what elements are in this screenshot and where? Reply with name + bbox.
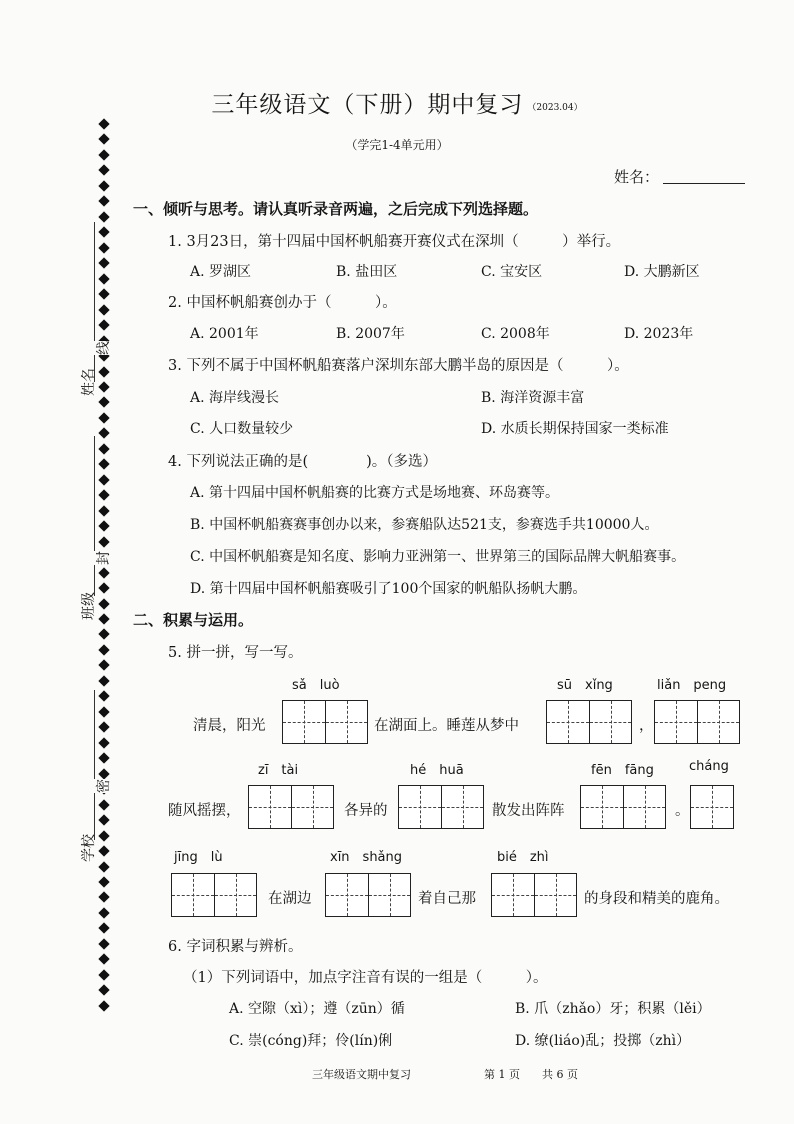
q5-text-9: 着自己那 — [418, 891, 476, 907]
binding-diamond — [98, 582, 109, 593]
q3-option-b[interactable]: B. 海洋资源丰富 — [481, 390, 585, 406]
writing-grid-xinshang[interactable] — [325, 873, 411, 917]
writing-grid-fenfang[interactable] — [580, 785, 666, 829]
title-date: （2023.04） — [527, 102, 583, 113]
binding-diamond — [98, 118, 109, 129]
binding-diamond — [98, 923, 109, 934]
margin-school-label: 学校 — [81, 834, 97, 862]
q4-stem: 4. 下列说法正确的是( )。（多选） — [168, 454, 438, 470]
q3-stem: 3. 下列不属于中国杯帆船赛落户深圳东部大鹏半岛的原因是（ ）。 — [168, 358, 629, 374]
q1-option-d[interactable]: D. 大鹏新区 — [624, 264, 700, 280]
section1-heading: 一、倾听与思考。请认真听录音两遍，之后完成下列选择题。 — [133, 200, 539, 218]
margin-class-label: 班级 — [81, 592, 97, 620]
q5-text-3: ， — [639, 718, 654, 734]
name-underline — [94, 222, 95, 382]
binding-diamond — [98, 258, 109, 269]
q5-text-2: 在湖面上。睡莲从梦中 — [374, 718, 519, 734]
q6-option-c[interactable]: C. 崇(cóng)拜；伶(lín)俐 — [229, 1033, 393, 1049]
q6-option-a[interactable]: A. 空隙（xì）；遵（zūn）循 — [229, 1001, 405, 1017]
margin-line-char: 线 — [93, 341, 113, 355]
binding-diamond — [98, 629, 109, 640]
binding-diamond — [98, 907, 109, 918]
q4-option-c[interactable]: C. 中国杯帆船赛是知名度、影响力亚洲第一、世界第三的国际品牌大帆船赛事。 — [190, 549, 686, 565]
binding-diamond — [98, 505, 109, 516]
binding-diamond — [98, 768, 109, 779]
pinyin-salo: sǎ luò — [292, 678, 340, 693]
q5-text-8: 在湖边 — [268, 891, 312, 907]
q2-option-c[interactable]: C. 2008年 — [481, 326, 550, 342]
q2-option-d[interactable]: D. 2023年 — [624, 326, 694, 342]
binding-diamond — [98, 211, 109, 222]
writing-grid-lianpeng[interactable] — [654, 700, 740, 744]
footer-title: 三年级语文期中复习 — [312, 1068, 411, 1081]
margin-name-label: 姓名 — [81, 368, 97, 396]
q5-text-7: 。 — [675, 803, 690, 819]
writing-grid-zitai[interactable] — [248, 785, 334, 829]
binding-diamond — [98, 304, 109, 315]
q4-option-a[interactable]: A. 第十四届中国杯帆船赛的比赛方式是场地赛、环岛赛等。 — [190, 485, 560, 501]
binding-diamond — [98, 490, 109, 501]
name-label: 姓名： — [614, 168, 660, 186]
writing-grid-biezhi[interactable] — [491, 873, 577, 917]
binding-diamond — [98, 536, 109, 547]
binding-diamond — [98, 381, 109, 392]
student-name-field[interactable] — [614, 166, 745, 187]
binding-diamond — [98, 412, 109, 423]
pinyin-biezhi: bié zhì — [497, 850, 549, 865]
binding-diamond — [98, 288, 109, 299]
writing-grid-chang[interactable] — [690, 785, 734, 829]
page-title — [0, 86, 794, 119]
pinyin-zitai: zī tài — [258, 763, 299, 778]
footer-page-number: 第 1 页 共 6 页 — [484, 1068, 578, 1081]
binding-diamond — [98, 567, 109, 578]
binding-diamond — [98, 196, 109, 207]
q5-text-10: 的身段和精美的鹿角。 — [584, 891, 729, 907]
binding-diamond — [98, 753, 109, 764]
binding-diamond — [98, 227, 109, 238]
q6-option-b[interactable]: B. 爪（zhǎo）牙；积累（lěi） — [515, 1001, 711, 1017]
writing-grid-salo[interactable] — [282, 700, 368, 744]
q2-option-a[interactable]: A. 2001年 — [190, 326, 259, 342]
q6-option-d[interactable]: D. 缭(liáo)乱；投掷（zhì） — [515, 1033, 691, 1049]
q2-stem: 2. 中国杯帆船赛创办于（ ）。 — [168, 295, 397, 311]
writing-grid-suxing[interactable] — [546, 700, 632, 744]
binding-diamond — [98, 985, 109, 996]
q3-option-c[interactable]: C. 人口数量较少 — [190, 421, 294, 437]
q5-text-6: 散发出阵阵 — [492, 803, 565, 819]
binding-diamond — [98, 814, 109, 825]
binding-diamond — [98, 598, 109, 609]
q3-option-d[interactable]: D. 水质长期保持国家一类标准 — [481, 421, 669, 437]
q5-text-5: 各异的 — [344, 803, 388, 819]
q5-stem: 5. 拼一拼，写一写。 — [168, 645, 303, 661]
pinyin-suxing: sū xǐng — [557, 678, 613, 693]
binding-diamond — [98, 180, 109, 191]
q1-option-b[interactable]: B. 盐田区 — [336, 264, 398, 280]
binding-diamond — [98, 443, 109, 454]
q2-option-b[interactable]: B. 2007年 — [336, 326, 405, 342]
binding-diamond-border — [95, 120, 113, 1010]
page-subtitle: （学完1-4单元用） — [345, 138, 449, 152]
binding-diamond — [98, 845, 109, 856]
pinyin-lianpeng: liǎn peng — [657, 678, 727, 693]
q6-sub1: （1）下列词语中，加点字注音有误的一组是（ ）。 — [183, 970, 548, 986]
title-text: 三年级语文（下册）期中复习 — [211, 92, 524, 118]
binding-diamond — [98, 660, 109, 671]
binding-diamond — [98, 861, 109, 872]
margin-secret-char: 密 — [93, 779, 113, 793]
binding-diamond — [98, 428, 109, 439]
binding-diamond — [98, 613, 109, 624]
pinyin-chang: cháng — [689, 759, 729, 774]
binding-diamond — [98, 969, 109, 980]
school-underline — [94, 690, 95, 840]
binding-diamond — [98, 675, 109, 686]
binding-diamond — [98, 799, 109, 810]
q4-option-d[interactable]: D. 第十四届中国杯帆船赛吸引了100个国家的帆船队扬帆大鹏。 — [190, 581, 587, 597]
binding-diamond — [98, 366, 109, 377]
binding-diamond — [98, 1000, 109, 1011]
q5-text-4: 随风摇摆， — [168, 803, 241, 819]
pinyin-fenfang: fēn fāng — [591, 763, 654, 778]
binding-diamond — [98, 397, 109, 408]
q1-option-c[interactable]: C. 宝安区 — [481, 264, 543, 280]
binding-diamond — [98, 459, 109, 470]
q4-option-b[interactable]: B. 中国杯帆船赛赛事创办以来，参赛船队达521支，参赛选手共10000人。 — [190, 517, 659, 533]
name-blank[interactable] — [663, 169, 745, 184]
binding-diamond — [98, 722, 109, 733]
binding-diamond — [98, 319, 109, 330]
margin-seal-char: 封 — [93, 551, 113, 565]
binding-diamond — [98, 706, 109, 717]
q1-stem: 1. 3月23日，第十四届中国杯帆船赛开赛仪式在深圳（ ）举行。 — [168, 234, 621, 250]
binding-diamond — [98, 691, 109, 702]
q6-stem: 6. 字词积累与辨析。 — [168, 939, 303, 955]
binding-diamond — [98, 954, 109, 965]
class-underline — [94, 436, 95, 596]
pinyin-xinshang: xīn shǎng — [330, 850, 403, 865]
q5-text-1: 清晨，阳光 — [193, 718, 266, 734]
writing-grid-jinglu[interactable] — [171, 873, 257, 917]
binding-diamond — [98, 474, 109, 485]
q1-option-a[interactable]: A. 罗湖区 — [190, 264, 252, 280]
writing-grid-hehua[interactable] — [398, 785, 484, 829]
binding-diamond — [98, 737, 109, 748]
pinyin-hehua: hé huā — [410, 763, 464, 778]
binding-diamond — [98, 938, 109, 949]
binding-diamond — [98, 876, 109, 887]
binding-diamond — [98, 644, 109, 655]
q3-option-a[interactable]: A. 海岸线漫长 — [190, 390, 280, 406]
binding-diamond — [98, 165, 109, 176]
binding-diamond — [98, 242, 109, 253]
pinyin-jinglu: jīng lù — [174, 850, 223, 865]
binding-diamond — [98, 892, 109, 903]
binding-diamond — [98, 830, 109, 841]
binding-diamond — [98, 273, 109, 284]
binding-diamond — [98, 521, 109, 532]
section2-heading: 二、积累与运用。 — [133, 611, 254, 629]
